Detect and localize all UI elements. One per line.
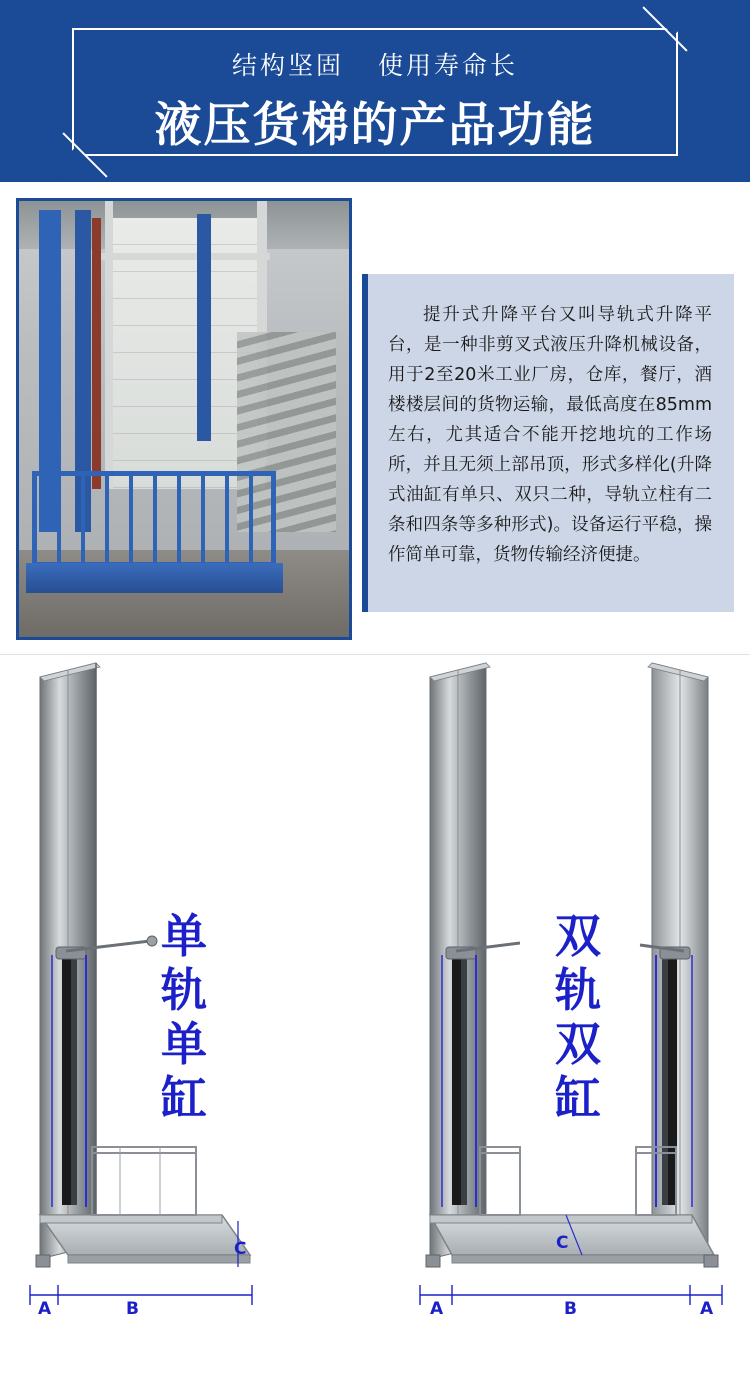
left-dim-a: A — [38, 1299, 52, 1319]
photo-beam-cross — [98, 253, 270, 260]
right-model-label: 双轨双缸 — [555, 909, 601, 1125]
product-photo-image — [19, 201, 349, 637]
right-dim-a-left: A — [430, 1299, 444, 1319]
intro-paragraph: 提升式升降平台又叫导轨式升降平台，是一种非剪叉式液压升降机械设备，用于2至20米工业厂房，仓库，餐厅，酒楼楼层间的货物运输，最低高度在85mm左右，尤其适合不能开挖地坑的工作场所，并且无须上部吊顶，形式多样化(升降式油缸有单只、双只二种，导轨立柱有二条和四条等多种形式)。设备运行平稳，操作简单可靠，货物传输经济便捷。 — [388, 305, 712, 565]
left-dim-b: B — [126, 1299, 139, 1319]
right-dim-c: C — [556, 1233, 569, 1253]
page-title: 液压货梯的产品功能 — [154, 98, 596, 153]
diagram-section — [0, 654, 750, 1378]
photo-safety-cage — [32, 471, 276, 567]
header-banner — [0, 0, 750, 182]
photo-beam-left — [105, 201, 113, 489]
lift-models-diagram — [0, 655, 750, 1378]
left-dim-c: C — [234, 1239, 247, 1259]
photo-guide-rail-3 — [197, 214, 211, 441]
photo-hydraulic-cylinder — [92, 218, 101, 488]
intro-text-panel — [362, 274, 734, 612]
product-photo — [16, 198, 352, 640]
photo-platform — [26, 563, 283, 594]
banner-subtitle — [0, 46, 750, 82]
left-model-label: 单轨单缸 — [161, 909, 207, 1125]
right-dim-a-right: A — [700, 1299, 714, 1319]
right-dim-b: B — [564, 1299, 577, 1319]
diagram-left-model — [30, 663, 252, 1305]
intro-section — [0, 182, 750, 654]
banner-subtitle-left: 结构坚固 — [231, 51, 344, 80]
banner-subtitle-right: 使用寿命长 — [378, 51, 519, 80]
